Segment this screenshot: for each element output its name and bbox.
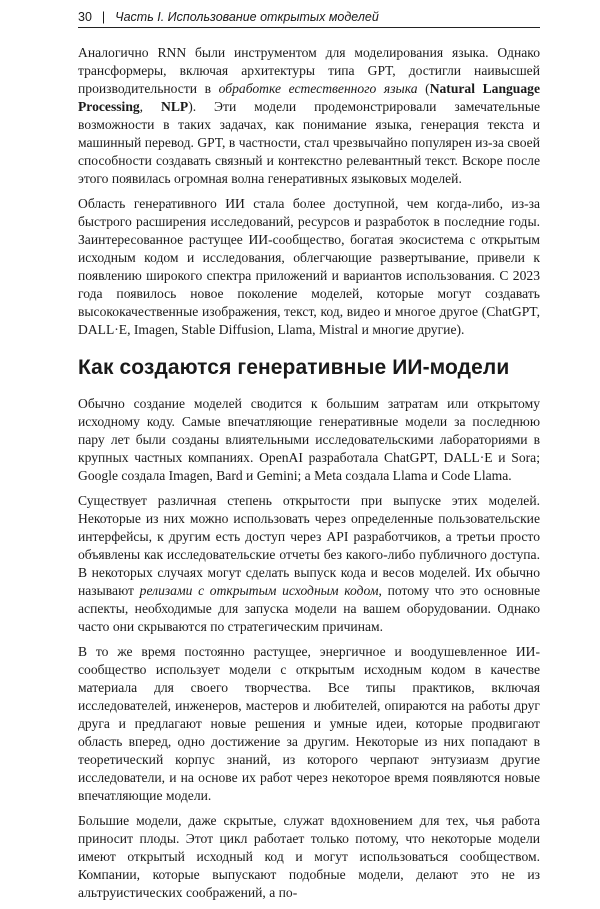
page-number: 30 bbox=[78, 10, 92, 24]
header-separator: | bbox=[101, 10, 106, 24]
paragraph-2: Область генеративного ИИ стала более доступной, чем когда-либо, из-за быстрого расширения исследований, ресурсов и разработок в последние годы. Заинтересованное растущее ИИ-сообщество, богатая экосистема с открытым исходным кодом и исследования, облегчающие развертывание, привели к появлению широкого спектра приложений и вариантов использования. С 2023 года появилось новое поколение моделей, которые могут создавать высококачественные изображения, текст, код, видео и многое другое (ChatGPT, DALL·E, Imagen, Stable Diffusion, Llama, Mistral и многие другие). bbox=[78, 196, 540, 337]
paragraph-1: Аналогично RNN были инструментом для моделирования языка. Однако трансформеры, включая архитектуры типа GPT, достигли наивысшей производительности в обработке естественного языка (Natural Language Processing, NLP). Эти модели продемонстрировали замечательные возможности в таких задачах, как понимание языка, генерация текста и машинный перевод. GPT, в частности, стал чрезвычайно популярен из-за своей способности создавать связный и контекстно релевантный текст. Вскоре после этого появилась огромная волна генеративных языковых моделей. bbox=[78, 45, 540, 186]
paragraph-3: Обычно создание моделей сводится к большим затратам или открытому исходному коду. Самые впечатляющие генеративные модели за последнюю пару лет были созданы влиятельными исследовательскими лабораториями в крупных частных компаниях. OpenAI разработала ChatGPT, DALL·E и Sora; Google создала Imagen, Bard и Gemini; а Meta создала Llama и Code Llama. bbox=[78, 396, 540, 483]
paragraph-6: Большие модели, даже скрытые, служат вдохновением для тех, чья работа приносит плоды. Этот цикл работает только потому, что некоторые модели имеют открытый исходный код и могут использоваться сообществом. Компании, которые выпускают подобные модели, делают это не из альтруистических соображений, а по- bbox=[78, 813, 540, 900]
running-header bbox=[78, 10, 540, 28]
bold-term: Natural Language Processing bbox=[78, 81, 540, 114]
bold-acronym: NLP bbox=[161, 99, 189, 114]
emphasis-term: релизами с открытым исходным кодом bbox=[139, 583, 379, 598]
paragraph-4: Существует различная степень открытости при выпуске этих моделей. Некоторые из них можно использовать через определенные пользовательские интерфейсы, к другим есть доступ через API разработчиков, а третьи просто объявлены как исследовательские отчеты без какого-либо публичного доступа. В некоторых случаях могут сделать выпуск кода и весов моделей. Их обычно называют релизами с открытым исходным кодом, потому что это основные аспекты, необходимые для запуска модели на вашем оборудовании. Однако часто они скрываются по стратегическим причинам. bbox=[78, 493, 540, 634]
emphasis-term: обработке естественного языка bbox=[218, 81, 418, 96]
paragraph-5: В то же время постоянно растущее, энергичное и воодушевленное ИИ-сообщество использует модели с открытым исходным кодом в качестве материала для своего творчества. Все типы практиков, включая исследователей, инженеров, мастеров и любителей, опираются на работы друг друга и предлагают новые решения и умные идеи, которые продвигают область вперед, одно достижение за другим. Некоторые из них попадают в теоретический корпус знаний, из которого черпают энтузиазм другие исследователи, и на основе их работ через некоторое время появляются новые впечатляющие модели. bbox=[78, 644, 540, 803]
body-text bbox=[78, 44, 540, 909]
section-heading: Как создаются генеративные ИИ-модели bbox=[78, 356, 510, 379]
chapter-title: Часть I. Использование открытых моделей bbox=[115, 10, 379, 24]
